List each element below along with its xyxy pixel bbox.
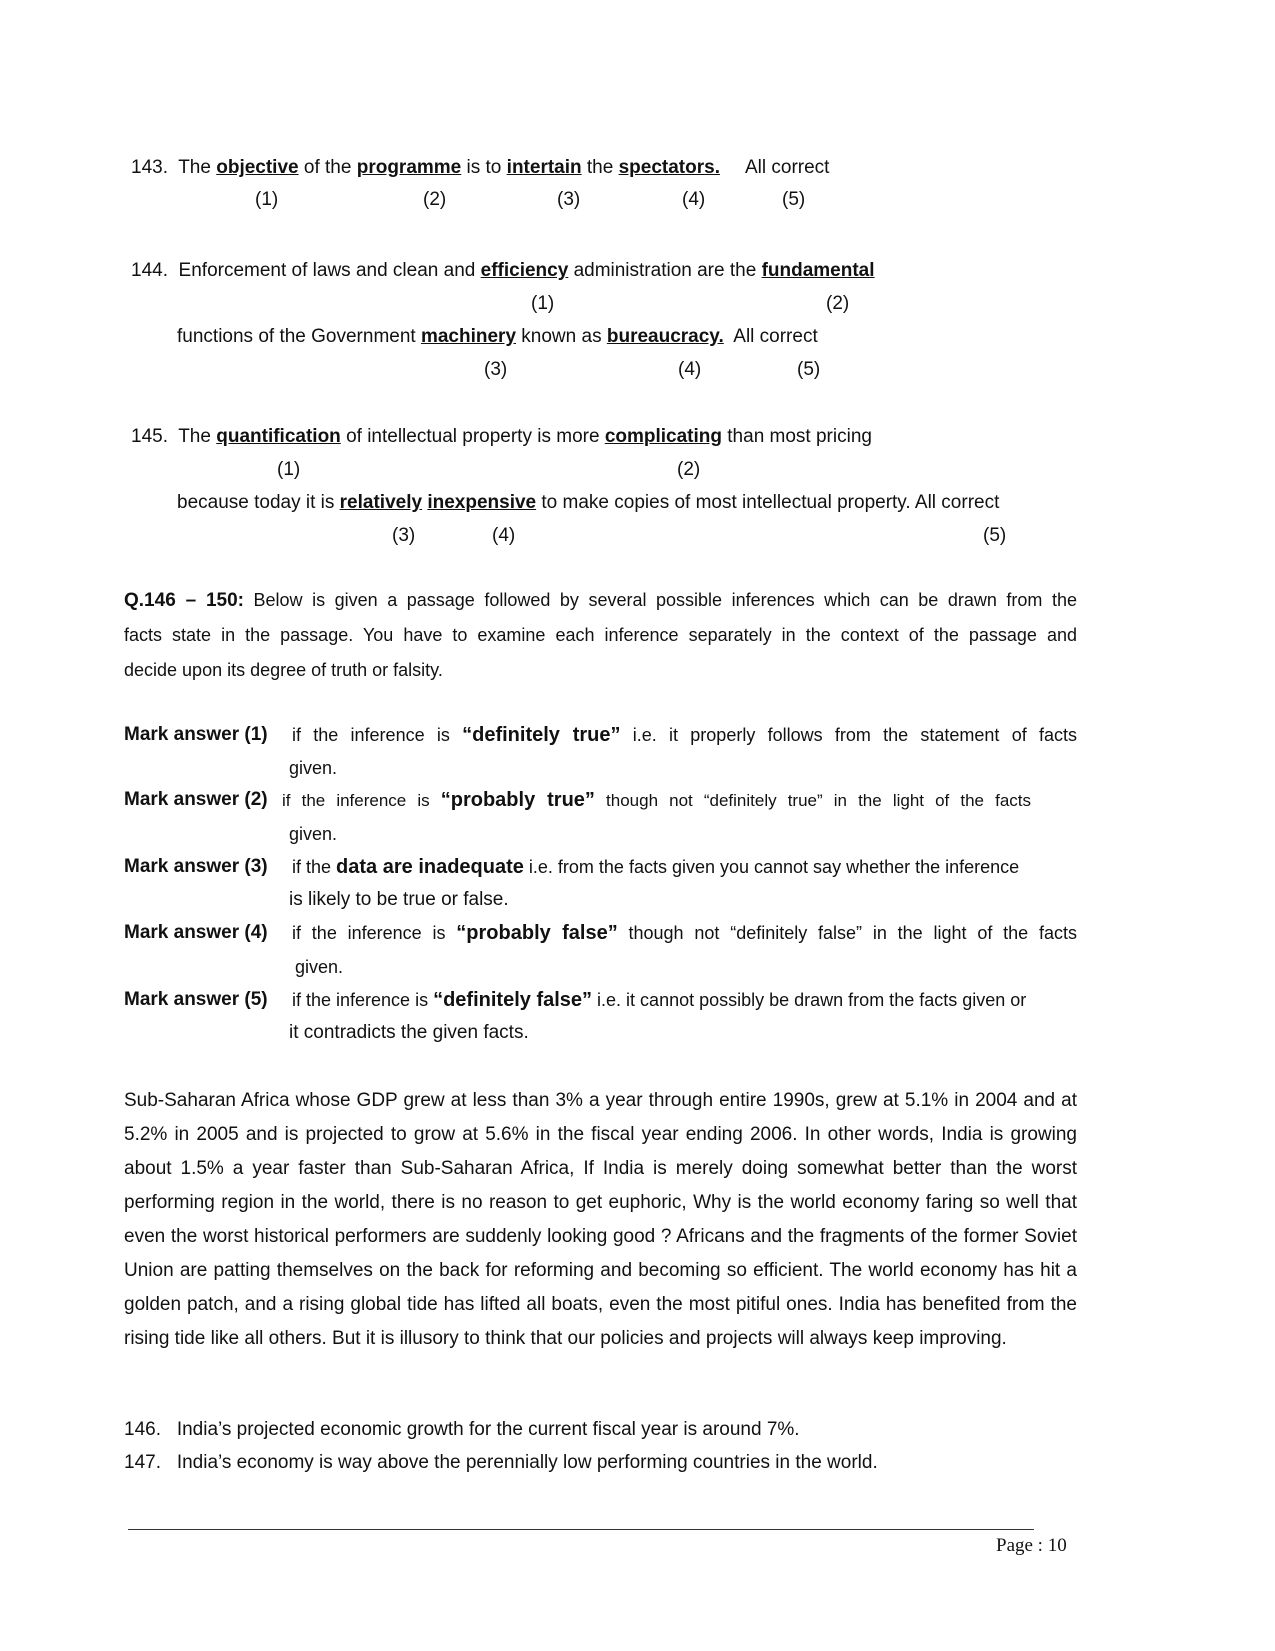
statement-number: 146. xyxy=(124,1419,161,1440)
mark-answer-post: though not “definitely false” in the light of the facts xyxy=(628,923,1077,943)
mark-answer-key: data are inadequate xyxy=(336,856,524,878)
option-label: (5) xyxy=(983,525,1007,546)
instructions-line-3: decide upon its degree of truth or falsity. xyxy=(124,660,443,680)
question-145-line-2 xyxy=(177,491,999,515)
mark-answer-label: Mark answer (4) xyxy=(124,922,268,943)
question-number: 144. xyxy=(131,260,168,281)
underlined-option-2: programme xyxy=(356,157,462,178)
mark-answer-post: i.e. it properly follows from the statement of facts xyxy=(632,725,1077,745)
question-text: administration are the xyxy=(573,260,757,281)
question-text: functions of the Government xyxy=(177,326,416,347)
mark-answer-continuation: given. xyxy=(289,824,338,844)
question-text: to make copies of most intellectual property. All correct xyxy=(541,492,1000,513)
option-label: (4) xyxy=(682,189,706,210)
mark-answer-continuation: is likely to be true or false. xyxy=(289,889,509,910)
option-label: (2) xyxy=(677,459,701,480)
question-text: The xyxy=(178,426,211,447)
mark-answer-pre: if the inference is xyxy=(282,791,430,810)
question-number: 143. xyxy=(131,157,168,178)
mark-answer-key: “definitely true” xyxy=(462,724,621,746)
mark-answer-pre: if the xyxy=(292,857,332,877)
option-label: (1) xyxy=(255,189,279,210)
mark-answer-text xyxy=(292,921,1077,945)
option-label: (5) xyxy=(782,189,806,210)
mark-answer-text xyxy=(292,723,1077,747)
mark-answer-label: Mark answer (3) xyxy=(124,856,268,877)
mark-answer-text xyxy=(292,855,1019,879)
mark-answer-post: though not “definitely true” in the light of the facts xyxy=(606,791,1032,810)
mark-answer-key: “probably true” xyxy=(440,789,595,811)
mark-answer-text xyxy=(292,988,1026,1012)
mark-answer-continuation: it contradicts the given facts. xyxy=(289,1022,529,1043)
underlined-option-2: complicating xyxy=(604,426,722,447)
mark-answer-pre: if the inference is xyxy=(292,923,446,943)
statement-text: India’s economy is way above the perennially low performing countries in the world. xyxy=(176,1452,878,1473)
underlined-option-3: relatively xyxy=(339,492,423,513)
question-145-line-1 xyxy=(131,425,872,449)
statement-147 xyxy=(124,1451,878,1475)
underlined-option-4: inexpensive xyxy=(427,492,537,513)
underlined-option-3: machinery xyxy=(420,326,517,347)
underlined-option-1: efficiency xyxy=(480,260,569,281)
question-text: of the xyxy=(303,157,352,178)
instructions-text: Below is given a passage followed by several possible inferences which can be drawn from the xyxy=(253,590,1077,610)
option-label: (4) xyxy=(492,525,516,546)
footer-divider xyxy=(128,1529,1034,1530)
question-text: of intellectual property is more xyxy=(346,426,600,447)
mark-answer-continuation: given. xyxy=(289,758,338,778)
instructions-line-2: facts state in the passage. You have to examine each inference separately in the context of the passage and xyxy=(124,625,1077,645)
question-number: 145. xyxy=(131,426,168,447)
question-text: than most pricing xyxy=(727,426,872,447)
option-label: (5) xyxy=(797,359,821,380)
question-text: because today it is xyxy=(177,492,335,513)
option-label: (1) xyxy=(531,293,555,314)
question-143-line xyxy=(131,156,720,180)
mark-answer-continuation: given. xyxy=(295,957,344,977)
option-label: (3) xyxy=(484,359,508,380)
mark-answer-text xyxy=(282,788,1031,813)
passage: Sub-Saharan Africa whose GDP grew at less than 3% a year through entire 1990s, grew at 5.1% in 2004 and at 5.2% in 2005 and is projected to grow at 5.6% in the fiscal year ending 2006. In other words, India is growing about 1.5% a year faster than Sub-Saharan Africa, If India is merely doing somewhat better than the worst performing region in the world, there is no reason to get euphoric, Why is the world economy faring so well that even the worst historical performers are suddenly looking good ? Africans and the fragments of the former Soviet Union are patting themselves on the back for reforming and becoming so efficient. The world economy has hit a golden patch, and a rising global tide has lifted all boats, even the most pitiful ones. India has benefited from the rising tide like all others. But it is illusory to think that our policies and projects will always keep improving. xyxy=(124,1090,1077,1349)
mark-answer-label: Mark answer (1) xyxy=(124,724,268,745)
question-text: known as xyxy=(521,326,602,347)
question-text: The xyxy=(178,157,211,178)
option-label: (3) xyxy=(557,189,581,210)
question-144-line-2 xyxy=(177,325,818,349)
mark-answer-label: Mark answer (5) xyxy=(124,989,268,1010)
option-label: (2) xyxy=(423,189,447,210)
underlined-option-4: bureaucracy. xyxy=(606,326,724,347)
underlined-option-4: spectators. xyxy=(618,157,720,178)
question-text: the xyxy=(586,157,614,178)
underlined-option-2: fundamental xyxy=(761,260,875,281)
mark-answer-label: Mark answer (2) xyxy=(124,789,268,810)
question-text: Enforcement of laws and clean and xyxy=(178,260,476,281)
mark-answer-pre: if the inference is xyxy=(292,990,429,1010)
underlined-option-1: objective xyxy=(216,157,299,178)
option-label: (1) xyxy=(277,459,301,480)
mark-answer-post: i.e. from the facts given you cannot say whether the inference xyxy=(528,857,1020,877)
statement-146 xyxy=(124,1418,800,1442)
mark-answer-pre: if the inference is xyxy=(292,725,450,745)
mark-answer-key: “definitely false” xyxy=(433,989,593,1011)
instructions-heading: Q.146 – 150: xyxy=(124,590,244,611)
all-correct-option: All correct xyxy=(733,326,818,347)
option-label: (4) xyxy=(678,359,702,380)
mark-answer-post: i.e. it cannot possibly be drawn from the facts given or xyxy=(597,990,1027,1010)
instructions-line-1 xyxy=(124,588,1077,613)
all-correct-option: All correct xyxy=(745,157,830,178)
underlined-option-1: quantification xyxy=(216,426,341,447)
option-label: (3) xyxy=(392,525,416,546)
question-text: is to xyxy=(466,157,502,178)
question-144-line-1 xyxy=(131,259,875,283)
statement-number: 147. xyxy=(124,1452,161,1473)
option-label: (2) xyxy=(826,293,850,314)
mark-answer-key: “probably false” xyxy=(456,922,618,944)
page-number: Page : 10 xyxy=(996,1535,1067,1556)
underlined-option-3: intertain xyxy=(506,157,582,178)
statement-text: India’s projected economic growth for the current fiscal year is around 7%. xyxy=(176,1419,800,1440)
